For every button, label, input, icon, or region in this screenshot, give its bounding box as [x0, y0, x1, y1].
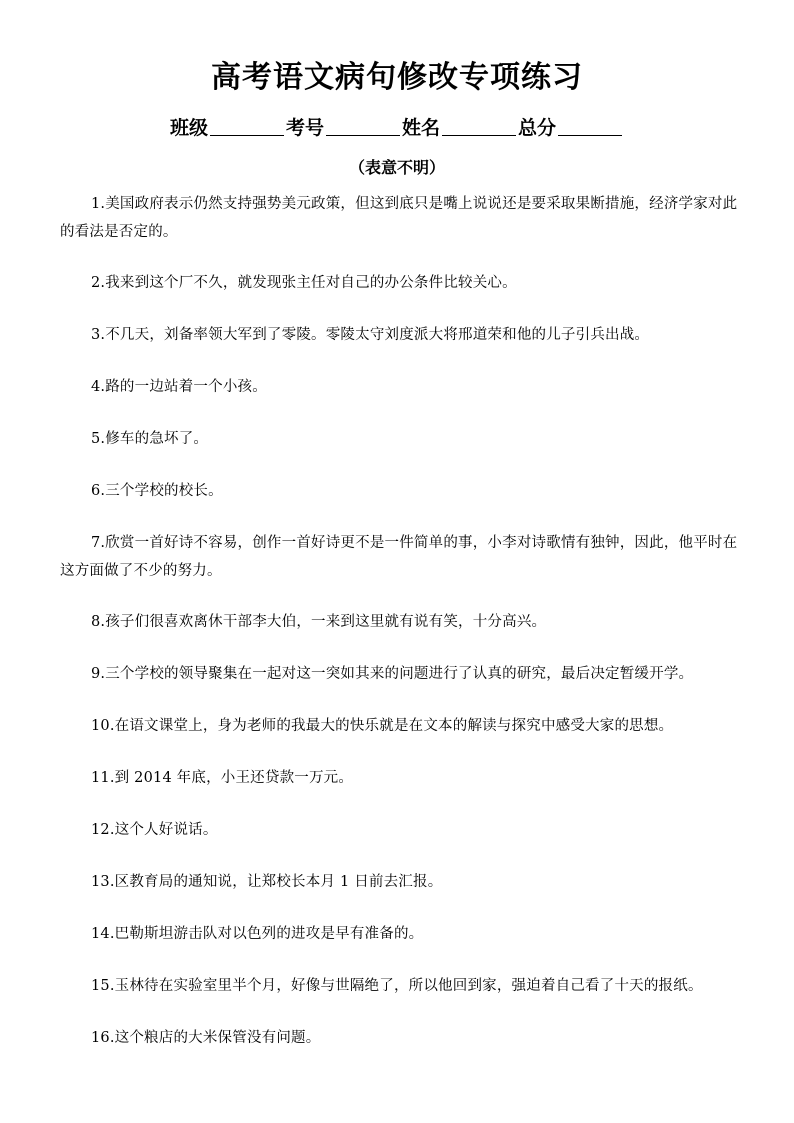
page-title: 高考语文病句修改专项练习 — [211, 60, 583, 95]
question-item: 10.在语文课堂上，身为老师的我最大的快乐就是在文本的解读与探究中感受大家的思想。 — [91, 718, 674, 734]
exam-no-label: 考号 — [285, 117, 324, 139]
score-label: 总分 — [518, 117, 557, 139]
question-item: 3.不几天，刘备率领大军到了零陵。零陵太守刘度派大将邢道荣和他的儿子引兵出战。 — [91, 327, 650, 343]
name-label: 姓名 — [402, 117, 441, 139]
score-blank — [558, 115, 622, 136]
student-info-line — [0, 114, 794, 142]
question-item: 15.玉林待在实验室里半个月，好像与世隔绝了，所以他回到家，强迫着自己看了十天的报纸。 — [91, 978, 703, 994]
question-item: 6.三个学校的校长。 — [91, 483, 223, 499]
question-item: 1.美国政府表示仍然支持强势美元政策，但这到底只是嘴上说说还是要采取果断措施，经济学家对此的看法是否定的。 — [60, 196, 738, 240]
question-item: 9.三个学校的领导聚集在一起对这一突如其来的问题进行了认真的研究，最后决定暂缓开学。 — [91, 666, 694, 682]
question-item: 11.到 2014 年底，小王还贷款一万元。 — [91, 770, 354, 786]
question-item: 13.区教育局的通知说，让郑校长本月 1 日前去汇报。 — [91, 874, 443, 890]
name-blank — [442, 115, 516, 136]
question-item: 14.巴勒斯坦游击队对以色列的进攻是早有准备的。 — [91, 926, 424, 942]
question-item: 16.这个粮店的大米保管没有问题。 — [91, 1030, 321, 1046]
question-item: 2.我来到这个厂不久，就发现张主任对自己的办公条件比较关心。 — [91, 275, 517, 291]
question-item: 12.这个人好说话。 — [91, 822, 218, 838]
exam-no-blank — [326, 115, 400, 136]
question-item: 8.孩子们很喜欢离休干部李大伯，一来到这里就有说有笑，十分高兴。 — [91, 614, 547, 630]
question-list — [60, 190, 740, 1076]
question-item: 4.路的一边站着一个小孩。 — [91, 379, 267, 395]
question-item: 7.欣赏一首好诗不容易，创作一首好诗更不是一件简单的事，小李对诗歌情有独钟，因此，他平时在这方面做了不少的努力。 — [60, 535, 738, 579]
class-blank — [210, 115, 284, 136]
section-title: （表意不明） — [348, 158, 445, 177]
class-label: 班级 — [169, 117, 208, 139]
question-item: 5.修车的急坏了。 — [91, 431, 209, 447]
